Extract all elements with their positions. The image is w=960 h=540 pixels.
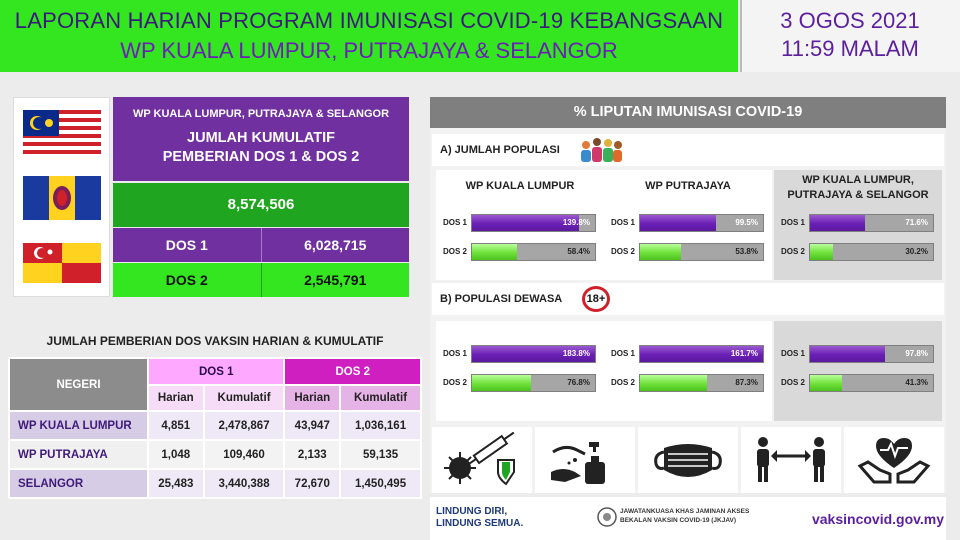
state-name: SELANGOR — [9, 469, 148, 498]
adult-18-badge: 18+ — [582, 286, 610, 312]
slogan — [434, 506, 574, 532]
cumulative-dos1-row — [113, 228, 409, 262]
dos2-harian: 72,670 — [284, 469, 340, 498]
dos2-kumulatif: 1,450,495 — [340, 469, 421, 498]
dos1-harian-header: Harian — [148, 385, 204, 411]
coverage-card-total — [436, 170, 604, 280]
dos1-bar — [471, 345, 596, 363]
dos2-label: DOS 2 — [443, 247, 468, 256]
social-distancing-icon — [751, 432, 831, 488]
vaccine-syringe-icon — [436, 432, 528, 488]
dos1-kumulatif: 109,460 — [204, 440, 285, 469]
dos2-value: 53.8% — [735, 247, 758, 256]
section-total-population — [432, 134, 944, 166]
icon-tile — [535, 427, 635, 493]
cumulative-title-box — [113, 97, 409, 181]
icon-tile — [432, 427, 532, 493]
dos1-label: DOS 1 — [443, 218, 468, 227]
dos2-label: DOS 2 — [611, 378, 636, 387]
dos1-label: DOS 1 — [443, 349, 468, 358]
dos1-value: 71.6% — [905, 218, 928, 227]
table-row — [9, 469, 421, 498]
dos2-bar — [639, 374, 764, 392]
icon-tile — [741, 427, 841, 493]
dos2-fill — [640, 244, 681, 260]
health-icons-row — [432, 427, 944, 493]
dos1-harian: 25,483 — [148, 469, 204, 498]
cumulative-title-line2: PEMBERIAN DOS 1 & DOS 2 — [162, 149, 360, 165]
dos1-fill — [640, 215, 716, 231]
dos1-value: 183.8% — [562, 349, 590, 358]
dos1-label: DOS 1 — [781, 349, 806, 358]
dos2-kumulatif: 1,036,161 — [340, 411, 421, 440]
kuala-lumpur-flag-icon — [23, 110, 101, 156]
dos1-fill — [810, 215, 865, 231]
jkjav-line2: BEKALAN VAKSIN COVID-19 (JKJAV) — [620, 517, 737, 524]
dos1-bar — [809, 214, 934, 232]
dos1-value: 99.5% — [735, 218, 758, 227]
dos1-value: 161.7% — [730, 349, 758, 358]
coverage-card-adult — [774, 321, 942, 421]
dos2-value: 58.4% — [567, 247, 590, 256]
dos2-label: DOS 2 — [611, 247, 636, 256]
state-flags — [13, 97, 110, 297]
col-dos2-header: DOS 2 — [284, 358, 421, 385]
dos2-bar — [471, 374, 596, 392]
coverage-card-adult — [436, 321, 604, 421]
table-row — [9, 440, 421, 469]
dos1-bar — [639, 214, 764, 232]
putrajaya-flag-icon — [23, 176, 101, 220]
dos1-value: 6,028,715 — [304, 237, 367, 253]
dos1-harian: 4,851 — [148, 411, 204, 440]
dos2-value: 2,545,791 — [304, 272, 367, 288]
slogan-line2: LINDUNG SEMUA. — [436, 518, 524, 529]
jkjav-label — [620, 507, 790, 525]
website-link[interactable]: vaksincovid.gov.my — [811, 511, 944, 527]
dos1-fill — [810, 346, 885, 362]
daily-table-title: JUMLAH PEMBERIAN DOS VAKSIN HARIAN & KUMULATIF — [46, 334, 384, 348]
slogan-line1: LINDUNG DIRI, — [436, 506, 508, 517]
dos1-label: DOS 1 — [781, 218, 806, 227]
card-title: WP KUALA LUMPUR — [465, 180, 575, 192]
selangor-flag-icon — [23, 243, 101, 283]
table-row — [9, 411, 421, 440]
state-name: WP PUTRAJAYA — [9, 440, 148, 469]
dos2-fill — [472, 244, 517, 260]
dos2-harian: 2,133 — [284, 440, 340, 469]
dos2-fill — [810, 375, 842, 391]
report-subtitle: WP KUALA LUMPUR, PUTRAJAYA & SELANGOR — [120, 38, 618, 63]
jkjav-crest-icon — [596, 506, 618, 528]
dos2-kumulatif-header: Kumulatif — [340, 385, 421, 411]
cumulative-title-line1: JUMLAH KUMULATIF — [187, 130, 335, 146]
dos2-kumulatif: 59,135 — [340, 440, 421, 469]
population-crowd-icon — [578, 136, 624, 164]
col-negeri-header: NEGERI — [9, 358, 148, 411]
dos1-kumulatif-header: Kumulatif — [204, 385, 285, 411]
dos2-label: DOS 2 — [113, 263, 262, 297]
dos1-bar — [639, 345, 764, 363]
face-mask-icon — [648, 432, 728, 488]
dos1-bar — [471, 214, 596, 232]
dos2-label: DOS 2 — [781, 247, 806, 256]
dos2-bar — [809, 243, 934, 261]
dos1-label: DOS 1 — [611, 218, 636, 227]
icon-tile — [638, 427, 738, 493]
dos2-bar — [639, 243, 764, 261]
dos2-bar — [809, 374, 934, 392]
cumulative-region: WP KUALA LUMPUR, PUTRAJAYA & SELANGOR — [132, 108, 390, 120]
report-title: LAPORAN HARIAN PROGRAM IMUNISASI COVID-19 KEBANGSAAN — [14, 8, 724, 33]
dos1-value: 97.8% — [905, 349, 928, 358]
dos2-label: DOS 2 — [781, 378, 806, 387]
jkjav-line1: JAWATANKUASA KHAS JAMINAN AKSES — [620, 508, 750, 515]
col-dos1-header: DOS 1 — [148, 358, 284, 385]
dos2-fill — [810, 244, 833, 260]
cumulative-total: 8,574,506 — [113, 183, 409, 227]
coverage-title: % LIPUTAN IMUNISASI COVID-19 — [430, 97, 946, 128]
daily-dose-table — [8, 357, 422, 499]
dos1-value: 139.8% — [562, 218, 590, 227]
icon-tile — [844, 427, 944, 493]
section-b-label: B) POPULASI DEWASA — [440, 293, 563, 305]
dos1-harian: 1,048 — [148, 440, 204, 469]
dos1-bar — [809, 345, 934, 363]
cumulative-dos2-row — [113, 263, 409, 297]
dos2-value: 87.3% — [735, 378, 758, 387]
report-time: 11:59 MALAM — [781, 36, 919, 61]
dos1-label: DOS 1 — [611, 349, 636, 358]
coverage-card-total — [604, 170, 772, 280]
coverage-card-total — [774, 170, 942, 280]
dos2-bar — [471, 243, 596, 261]
coverage-card-adult — [604, 321, 772, 421]
dos2-value: 41.3% — [905, 378, 928, 387]
heart-care-icon — [854, 432, 934, 488]
report-date: 3 OGOS 2021 — [780, 8, 920, 33]
dos2-harian-header: Harian — [284, 385, 340, 411]
dos2-fill — [472, 375, 531, 391]
dos2-label: DOS 2 — [443, 378, 468, 387]
section-adult-population — [432, 283, 944, 315]
card-title: WP PUTRAJAYA — [645, 180, 731, 192]
dos2-value: 30.2% — [905, 247, 928, 256]
dos1-kumulatif: 3,440,388 — [204, 469, 285, 498]
hand-sanitizer-icon — [545, 432, 625, 488]
card-title: WP KUALA LUMPUR, PUTRAJAYA & SELANGOR — [787, 174, 929, 201]
dos2-value: 76.8% — [567, 378, 590, 387]
dos1-label: DOS 1 — [113, 228, 262, 262]
dos2-fill — [640, 375, 707, 391]
dos2-harian: 43,947 — [284, 411, 340, 440]
dos1-kumulatif: 2,478,867 — [204, 411, 285, 440]
state-name: WP KUALA LUMPUR — [9, 411, 148, 440]
section-a-label: A) JUMLAH POPULASI — [440, 144, 560, 156]
